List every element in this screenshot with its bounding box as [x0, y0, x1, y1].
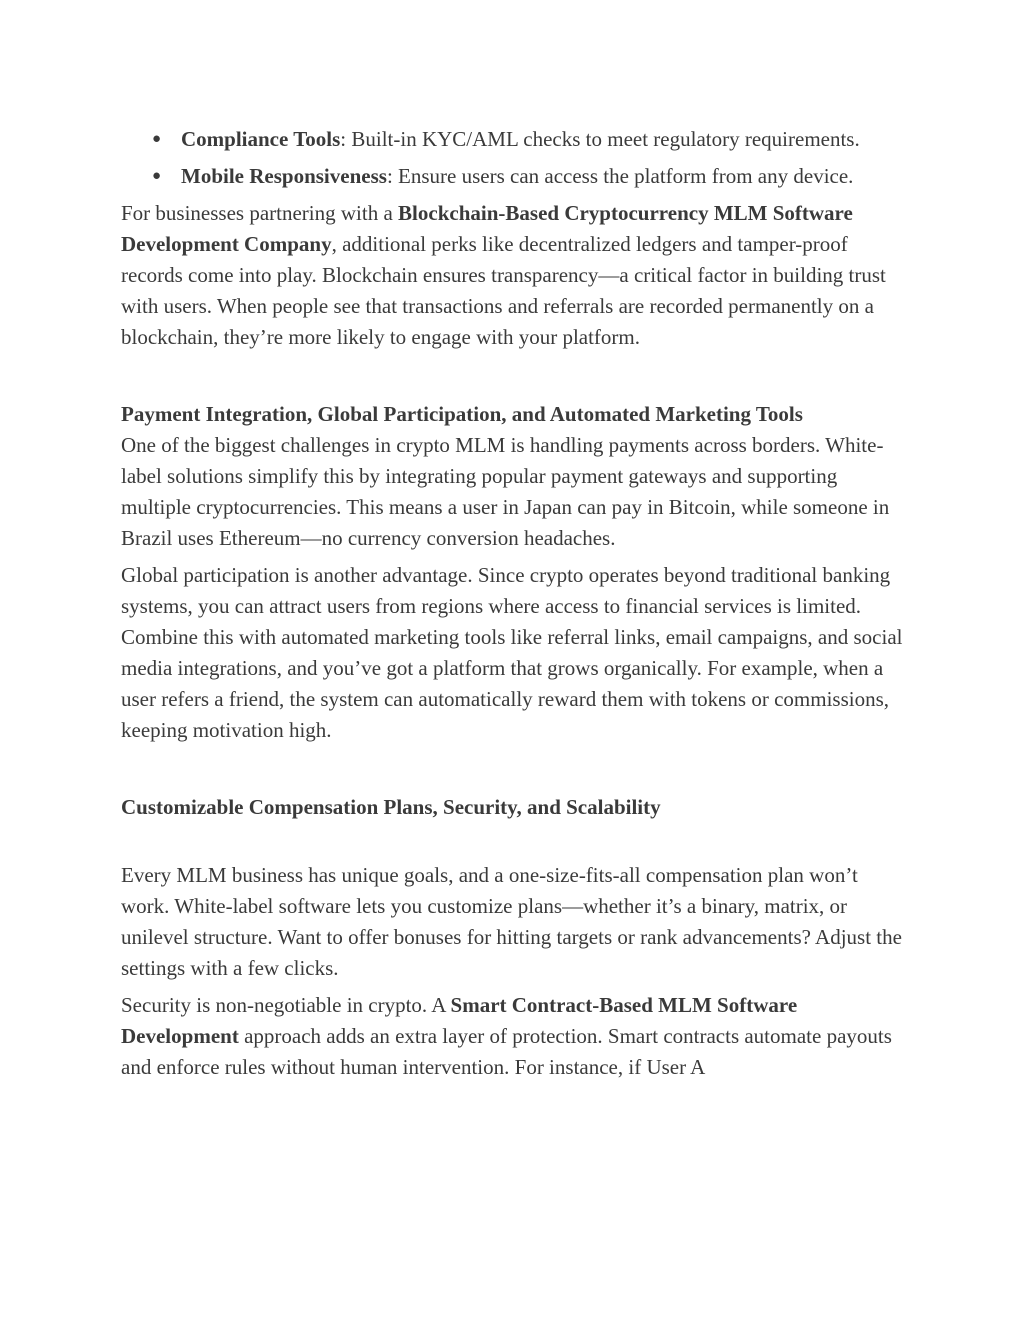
- section-heading-payment: Payment Integration, Global Participation, and Automated Marketing Tools: [121, 402, 803, 426]
- feature-list: [121, 124, 911, 192]
- list-item-term: Compliance Tools: [181, 127, 341, 151]
- list-item-text: : Built-in KYC/AML checks to meet regulatory requirements.: [340, 127, 860, 151]
- list-item: [121, 161, 911, 192]
- paragraph-payments: One of the biggest challenges in crypto MLM is handling payments across borders. White-label solutions simplify this by integrating popular payment gateways and supporting multiple cryptocurrencies. This means a user in Japan can pay in Bitcoin, while someone in Brazil uses Ethereum—no currency conversion headaches.: [121, 433, 890, 550]
- list-item-term: Mobile Responsiveness: [181, 164, 387, 188]
- bullet-icon: ●: [152, 131, 162, 147]
- paragraph-blockchain: For businesses partnering with a Blockchain-Based Cryptocurrency MLM Software Development Company, additional perks like decentralized ledgers and tamper-proof records come into play. Blockchain ensures transparency—a critical factor in building trust with users. When people see that transactions and referrals are recorded permanently on a blockchain, they’re more likely to engage with your platform.: [121, 201, 886, 349]
- paragraph-security: Security is non-negotiable in crypto. A Smart Contract-Based MLM Software Development approach adds an extra layer of protection. Smart contracts automate payouts and enforce rules without human intervention. For instance, if User A: [121, 993, 892, 1079]
- section-heading-compensation: Customizable Compensation Plans, Security, and Scalability: [121, 795, 661, 819]
- paragraph-compensation: Every MLM business has unique goals, and a one-size-fits-all compensation plan won’t work. White-label software lets you customize plans—whether it’s a binary, matrix, or unilevel structure. Want to offer bonuses for hitting targets or rank advancements? Adjust the settings with a few clicks.: [121, 863, 902, 980]
- emphasis: Smart Contract-Based MLM Software Development: [121, 993, 798, 1048]
- paragraph-global: Global participation is another advantage. Since crypto operates beyond traditional banking systems, you can attract users from regions where access to financial services is limited. Combine this with automated marketing tools like referral links, email campaigns, and social media integrations, and you’ve got a platform that grows organically. For example, when a user refers a friend, the system can automatically reward them with tokens or commissions, keeping motivation high.: [121, 563, 903, 742]
- list-item: [121, 124, 911, 155]
- document-page: [121, 124, 911, 1089]
- list-item-text: : Ensure users can access the platform from any device.: [386, 164, 854, 188]
- emphasis: Blockchain-Based Cryptocurrency MLM Software Development Company: [121, 201, 853, 256]
- bullet-icon: ●: [152, 168, 162, 184]
